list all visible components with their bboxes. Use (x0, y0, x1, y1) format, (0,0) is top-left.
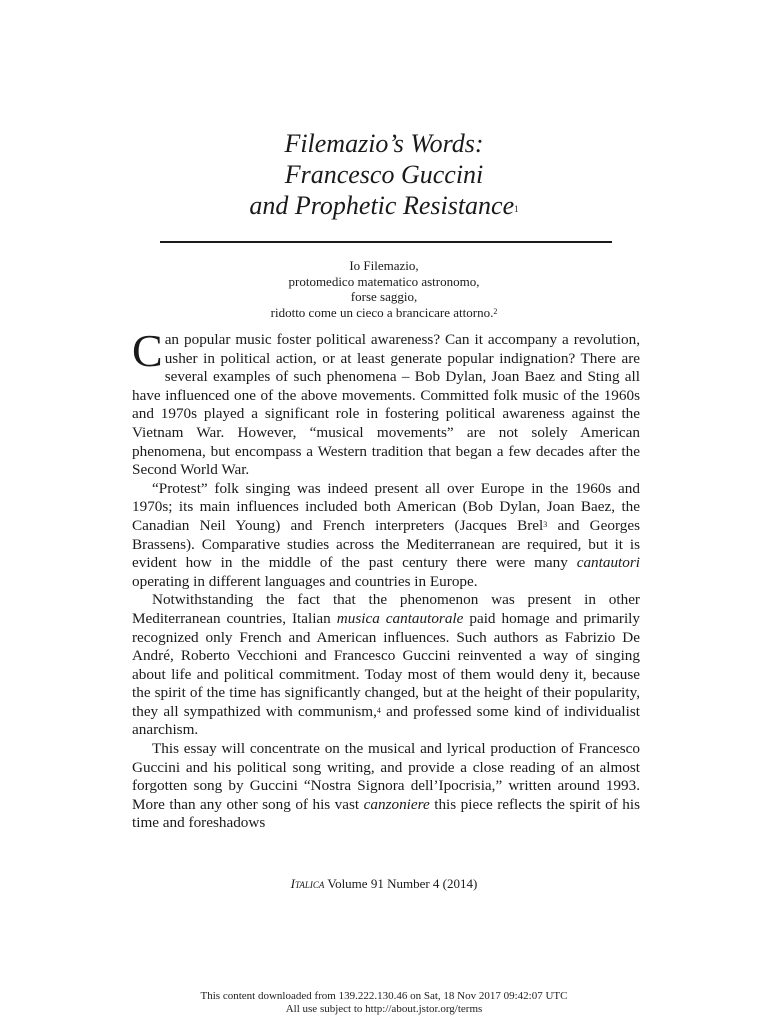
journal-issue: Volume 91 Number 4 (2014) (324, 876, 478, 891)
epigraph-line-4-text: ridotto come un cieco a brancicare attorno. (270, 304, 494, 320)
title-line-2: Francesco Guccini (284, 160, 484, 189)
paragraph-4 (132, 740, 640, 833)
paragraph-1-text: an popular music foster political awareness? Can it accompany a revolution, usher in political action, or at least generate popular indignation? There are several examples of such phenomena – Bob Dylan, Joan Baez and Sting all have influenced one of the above movements. Committed folk music of the 1960s and 1970s played a significant role in fostering political awareness against the Vietnam War. However, “musical movements” are not solely American phenomena, but encompass a Western tradition that began a few decades after the Second World War. (132, 331, 640, 479)
paragraph-3-part-c: and professed some kind of individualist anarchism. (132, 702, 640, 739)
epigraph (0, 258, 768, 320)
title-line-1: Filemazio’s Words: (284, 129, 484, 158)
article-title (0, 128, 768, 221)
paragraph-4-part-a: This essay will concentrate on the musical and lyrical production of Francesco Guccini and his political song writing, and provide a close reading of an almost forgotten song by Guccini “Nostra Signora dell’Ipocrisia,” written around 1993. More than any other song of his vast (132, 740, 640, 813)
journal-name: Italica (290, 876, 325, 891)
download-notice-line-1: This content downloaded from 139.222.130.46 on Sat, 18 Nov 2017 09:42:07 UTC (200, 990, 568, 1002)
paragraph-3-part-b: paid homage and primarily recognized only French and American influences. Such authors as Fabrizio De André, Roberto Vecchioni and Francesco Guccini reinvented a way of singing about life and political commitment. Today most of them would deny it, because the spirit of the time has significantly changed, but at the height of their popularity, they all sympathized with communism, (132, 609, 640, 720)
paragraph-2-part-b: and Georges Brassens). Comparative studies across the Mediterranean are required, but it is evident how in the middle of the past century there were many (132, 516, 640, 572)
epigraph-line-1: Io Filemazio, (349, 258, 419, 273)
paragraph-2-part-c: operating in different languages and countries in Europe. (132, 572, 478, 590)
epigraph-line-4 (0, 305, 768, 321)
title-footnote-marker[interactable]: 1 (514, 204, 519, 214)
paragraph-2-italic-term: cantautori (576, 554, 640, 572)
epigraph-footnote-marker[interactable]: 2 (493, 306, 498, 316)
footnote-marker-4[interactable]: 4 (376, 705, 381, 715)
paragraph-3 (132, 591, 640, 740)
journal-citation (0, 876, 768, 892)
paragraph-4-part-b: this piece reflects the spirit of his time and foreshadows (132, 795, 640, 832)
epigraph-line-2: protomedico matematico astronomo, (288, 273, 480, 289)
paragraph-2 (132, 480, 640, 592)
download-notice (0, 990, 768, 1016)
footnote-marker-3[interactable]: 3 (543, 519, 548, 529)
paragraph-1 (132, 325, 640, 480)
title-line-3 (0, 190, 768, 221)
download-notice-terms-link[interactable]: All use subject to http://about.jstor.org/terms (285, 1003, 483, 1015)
epigraph-line-3: forse saggio, (350, 289, 418, 304)
article-body (132, 325, 640, 833)
paragraph-2-part-a: “Protest” folk singing was indeed present all over Europe in the 1960s and 1970s; its main influences included both American (Bob Dylan, Joan Baez, the Canadian Neil Young) and French interpreters (Jacques Brel (132, 479, 640, 534)
title-divider (160, 241, 612, 243)
paragraph-3-part-a: Notwithstanding the fact that the phenomenon was present in other Mediterranean countries, Italian (132, 591, 640, 627)
title-line-3-text: and Prophetic Resistance (249, 191, 515, 220)
paragraph-3-italic-term: musica cantautorale (336, 609, 464, 627)
drop-cap: C (132, 325, 163, 376)
paragraph-4-italic-term: canzoniere (363, 795, 430, 813)
